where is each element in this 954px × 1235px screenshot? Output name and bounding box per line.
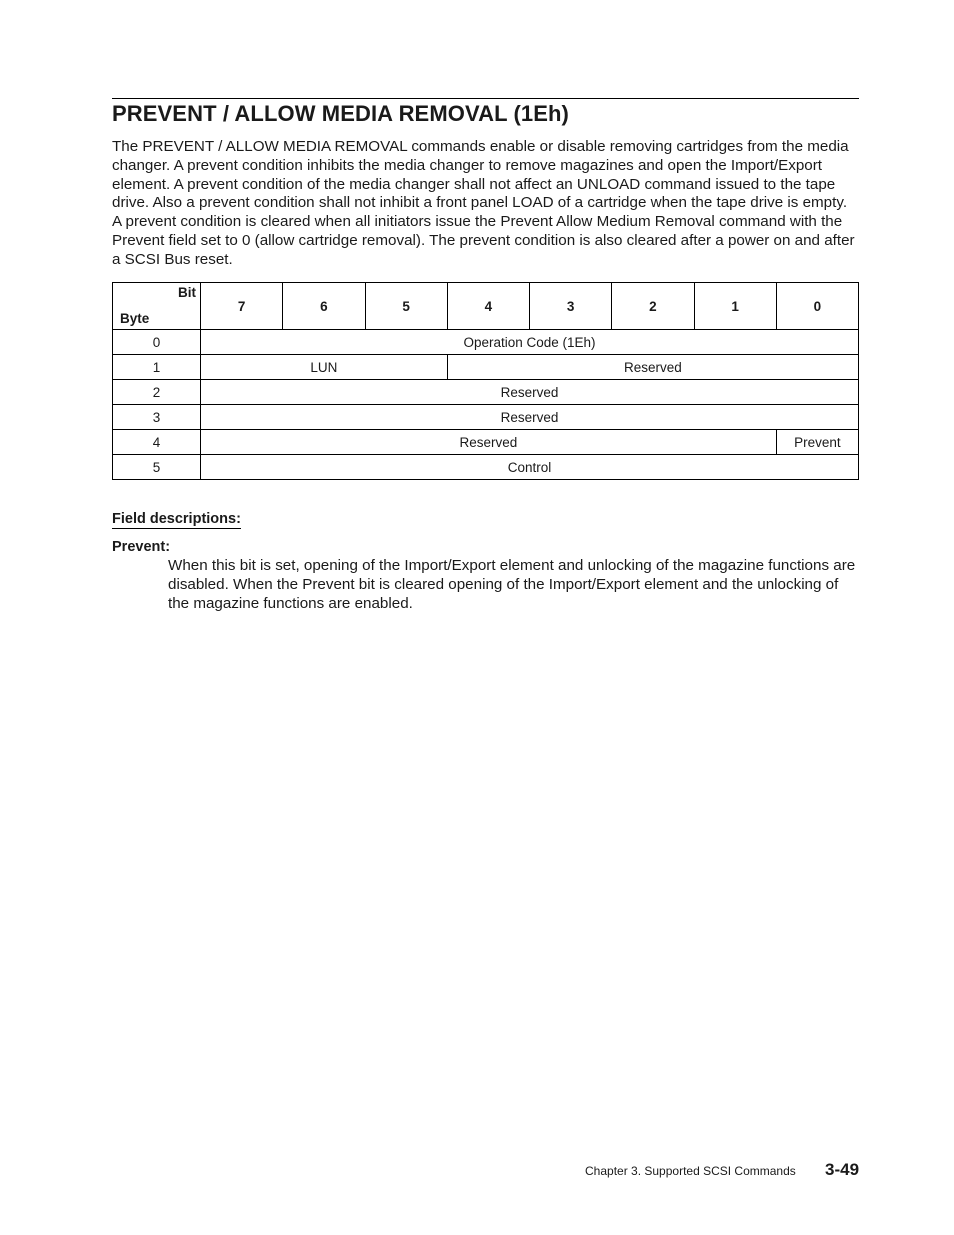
section-title: PREVENT / ALLOW MEDIA REMOVAL (1Eh) [112,101,569,126]
table-row [113,355,859,380]
field-cell: Operation Code (1Eh) [201,330,859,355]
table-row [113,380,859,405]
bit-header: 5 [365,283,447,330]
bit-header: 1 [694,283,776,330]
footer-chapter: Chapter 3. Supported SCSI Commands [585,1164,796,1178]
table-row [113,330,859,355]
byte-number: 4 [113,430,201,455]
byte-number: 5 [113,455,201,480]
byte-number: 3 [113,405,201,430]
table-row [113,405,859,430]
bit-header: 6 [283,283,365,330]
byte-number: 2 [113,380,201,405]
field-cell: Control [201,455,859,480]
top-rule [112,98,859,99]
command-descriptor-table [112,282,859,480]
byte-number: 0 [113,330,201,355]
field-cell: Reserved [447,355,858,380]
field-descriptions-heading: Field descriptions: [112,511,241,527]
field-description: When this bit is set, opening of the Import/Export element and unlocking of the magazine functions are disabled. When the Prevent bit is cleared opening of the Import/Export element and the unlocking of the magazine functions are enabled. [168,557,856,612]
field-cell: Prevent [776,430,858,455]
bit-header: 7 [201,283,283,330]
byte-label: Byte [120,311,150,326]
field-cell: Reserved [201,380,859,405]
table-row [113,455,859,480]
bit-header: 4 [447,283,529,330]
field-term: Prevent: [112,539,171,555]
field-cell: Reserved [201,430,777,455]
bit-label: Bit [178,285,196,300]
intro-paragraph: The PREVENT / ALLOW MEDIA REMOVAL commands enable or disable removing cartridges from the media changer. A prevent condition inhibits the media changer to remove magazines and open the Import/Export element. A prevent condition of the media changer shall not affect an UNLOAD command issued to the tape drive. Also a prevent condition shall not inhibit a front panel LOAD of a cartridge when the tape drive is empty. A prevent condition is cleared when all initiators issue the Prevent Allow Medium Removal command with the Prevent field set to 0 (allow cartridge removal). The prevent condition is also cleared after a power on and after a SCSI Bus reset. [112,138,855,268]
table-row [113,430,859,455]
table-header-row [113,283,859,330]
byte-number: 1 [113,355,201,380]
corner-cell [113,283,201,330]
bit-header: 3 [530,283,612,330]
field-cell: LUN [201,355,448,380]
bit-header: 0 [776,283,858,330]
page-number: 3-49 [825,1160,860,1179]
bit-header: 2 [612,283,694,330]
field-cell: Reserved [201,405,859,430]
